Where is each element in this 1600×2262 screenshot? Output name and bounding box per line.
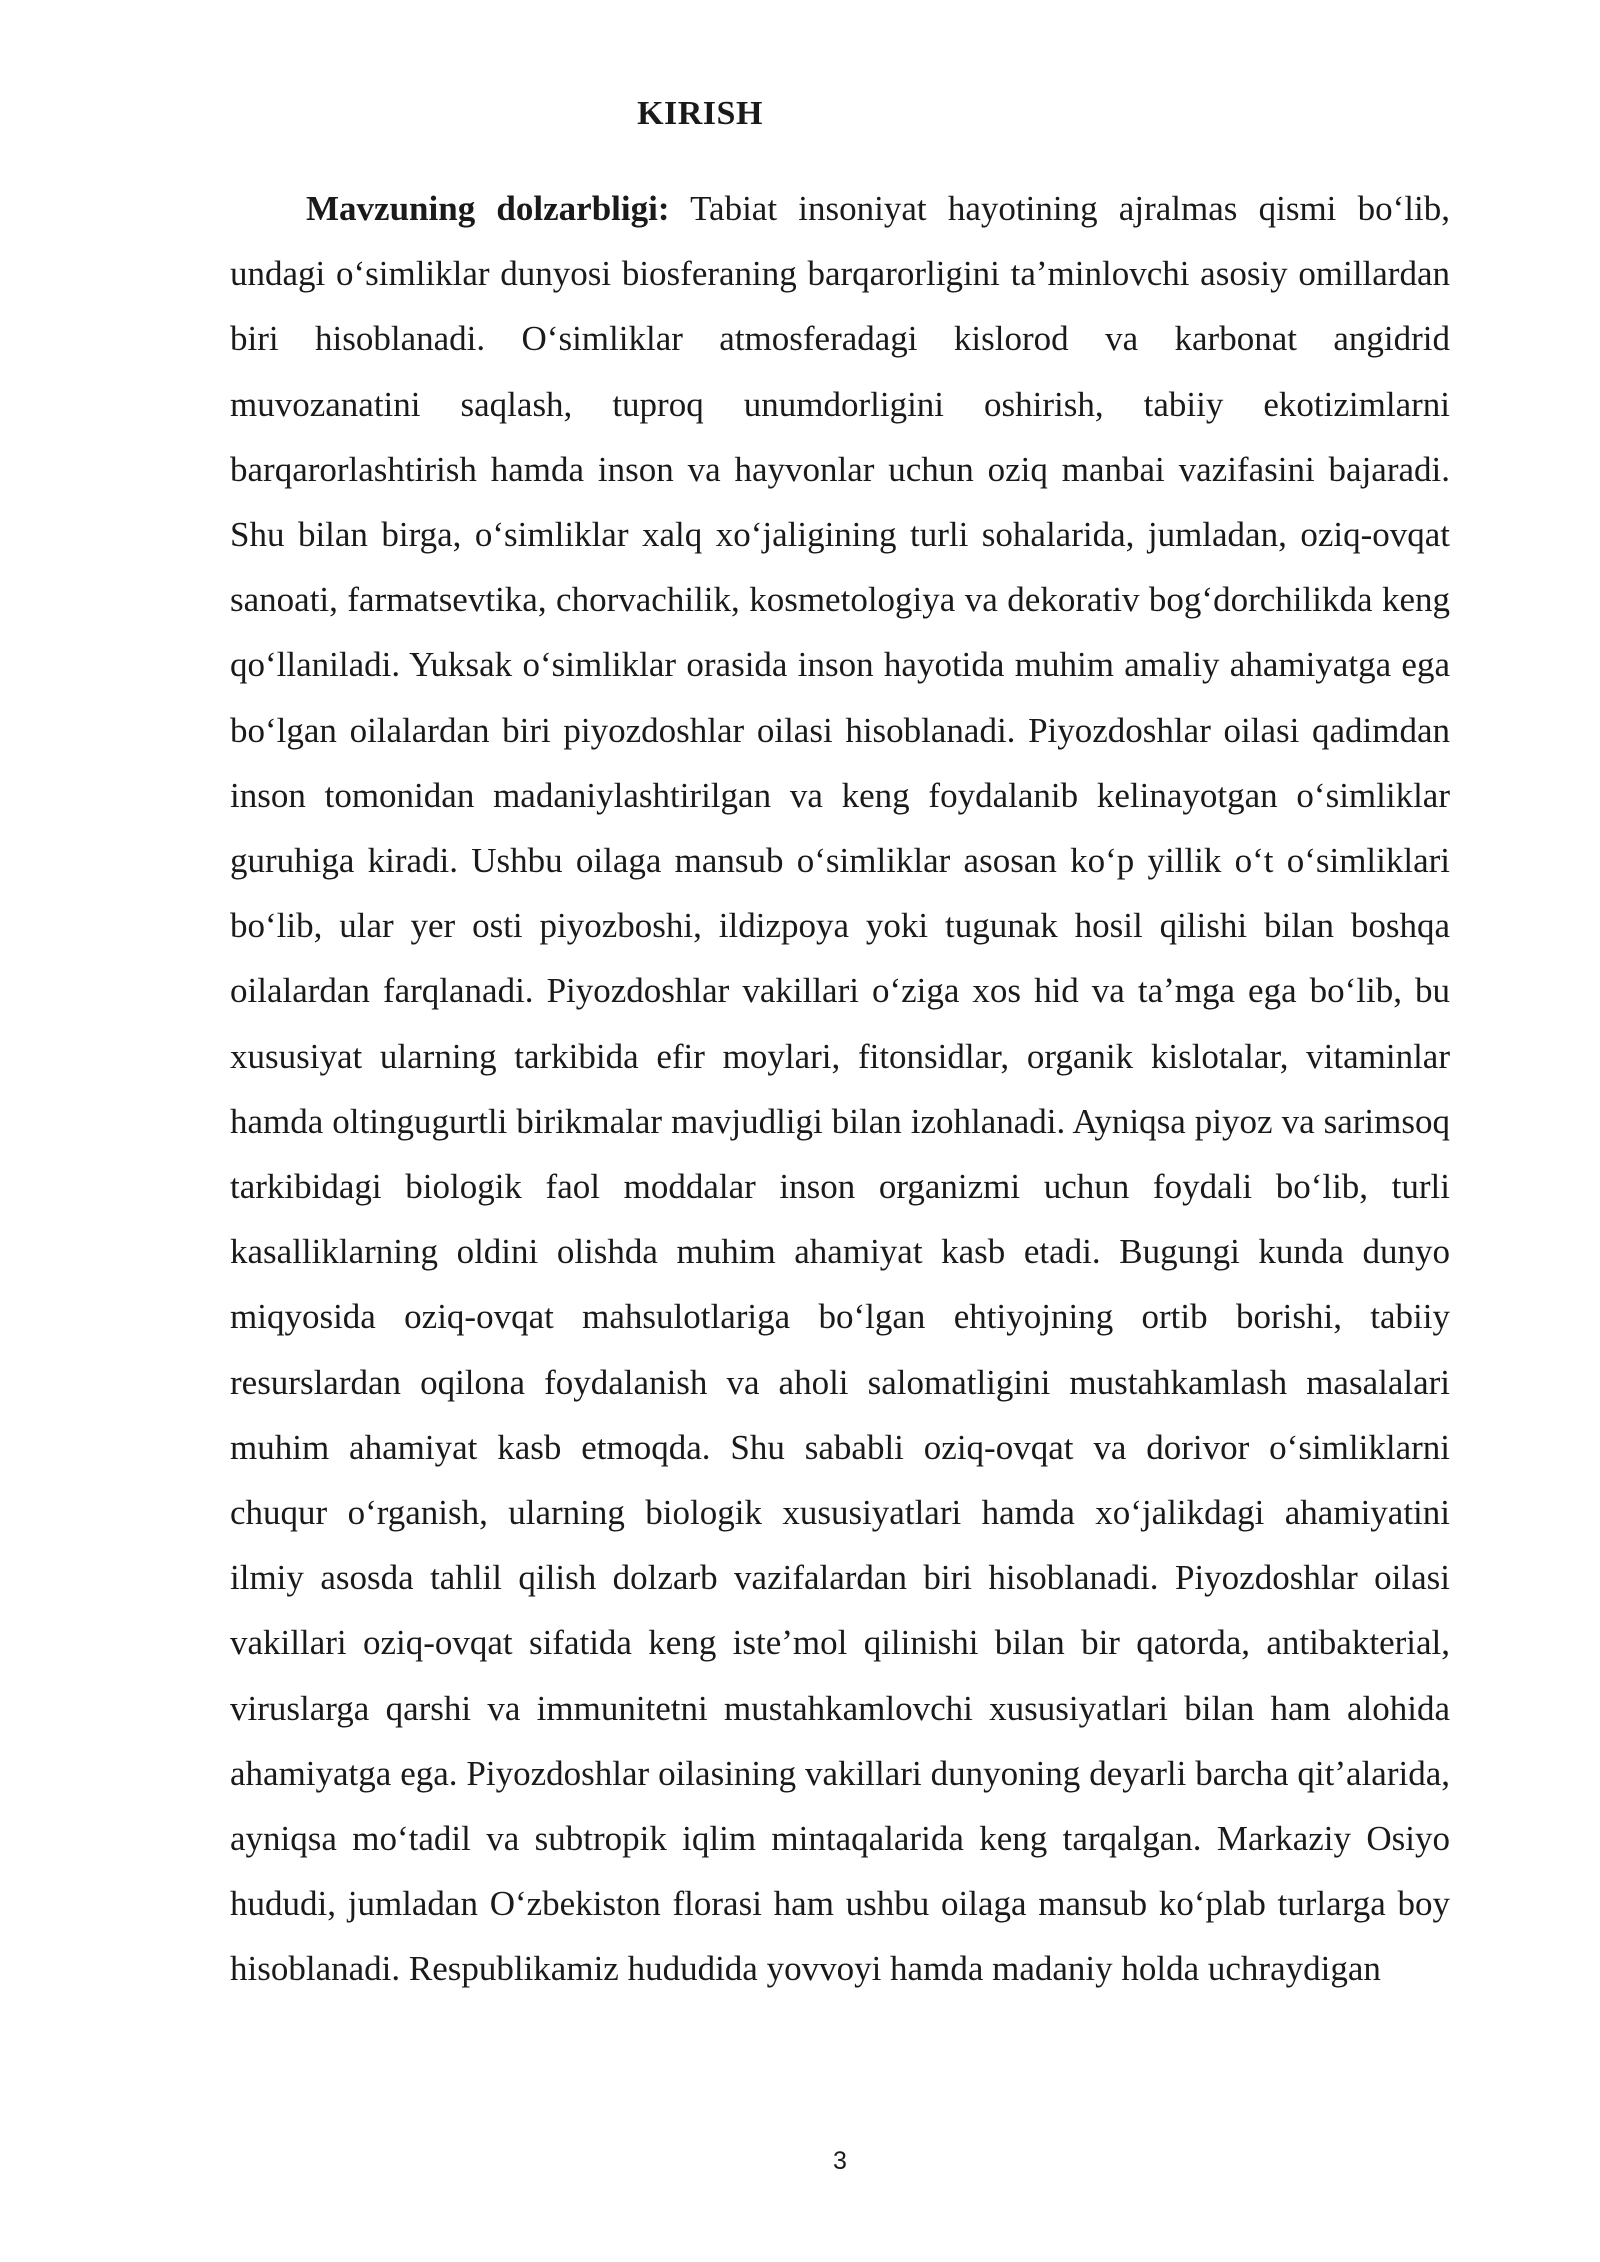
body-paragraph [230, 176, 1450, 2002]
paragraph-lead-label: Mavzuning dolzarbligi: [306, 189, 670, 228]
page-number: 3 [833, 2147, 847, 2175]
paragraph-text: Tabiat insoniyat hayotining ajralmas qismi boʻlib, undagi oʻsimliklar dunyosi biosferaning barqarorligini taʼminlovchi asosiy omillardan biri hisoblanadi. Oʻsimliklar atmosferadagi kislorod va karbonat angidrid muvozanatini saqlash, tuproq unumdorligini oshirish, tabiiy ekotizimlarni barqarorlashtirish hamda inson va hayvonlar uchun oziq manbai vazifasini bajaradi. Shu bilan birga, oʻsimliklar xalq xoʻjaligining turli sohalarida, jumladan, oziq-ovqat sanoati, farmatsevtika, chorvachilik, kosmetologiya va dekorativ bogʻdorchilikda keng qoʻllaniladi. Yuksak oʻsimliklar orasida inson hayotida muhim amaliy ahamiyatga ega boʻlgan oilalardan biri piyozdoshlar oilasi hisoblanadi. Piyozdoshlar oilasi qadimdan inson tomonidan madaniylashtirilgan va keng foydalanib kelinayotgan oʻsimliklar guruhiga kiradi. Ushbu oilaga mansub oʻsimliklar asosan koʻp yillik oʻt oʻsimliklari boʻlib, ular yer osti piyozboshi, ildizpoya yoki tugunak hosil qilishi bilan boshqa oilalardan farqlanadi. Piyozdoshlar vakillari oʻziga xos hid va taʼmga ega boʻlib, bu xususiyat ularning tarkibida efir moylari, fitonsidlar, organik kislotalar, vitaminlar hamda oltingugurtli birikmalar mavjudligi bilan izohlanadi. Ayniqsa piyoz va sarimsoq tarkibidagi biologik faol moddalar inson organizmi uchun foydali boʻlib, turli kasalliklarning oldini olishda muhim ahamiyat kasb etadi. Bugungi kunda dunyo miqyosida oziq-ovqat mahsulotlariga boʻlgan ehtiyojning ortib borishi, tabiiy resurslardan oqilona foydalanish va aholi salomatligini mustahkamlash masalalari muhim ahamiyat kasb etmoqda. Shu sababli oziq-ovqat va dorivor oʻsimliklarni chuqur oʻrganish, ularning biologik xususiyatlari hamda xoʻjalikdagi ahamiyatini ilmiy asosda tahlil qilish dolzarb vazifalardan biri hisoblanadi. Piyozdoshlar oilasi vakillari oziq-ovqat sifatida keng isteʼmol qilinishi bilan bir qatorda, antibakterial, viruslarga qarshi va immunitetni mustahkamlovchi xususiyatlari bilan ham alohida ahamiyatga ega. Piyozdoshlar oilasining vakillari dunyoning deyarli barcha qitʼalarida, ayniqsa moʻtadil va subtropik iqlim mintaqalarida keng tarqalgan. Markaziy Osiyo hududi, jumladan Oʻzbekiston florasi ham ushbu oilaga mansub koʻplab turlarga boy hisoblanadi. Respublikamiz hududida yovvoyi hamda madaniy holda uchraydigan [230, 189, 1450, 1989]
section-heading: KIRISH [637, 95, 763, 132]
